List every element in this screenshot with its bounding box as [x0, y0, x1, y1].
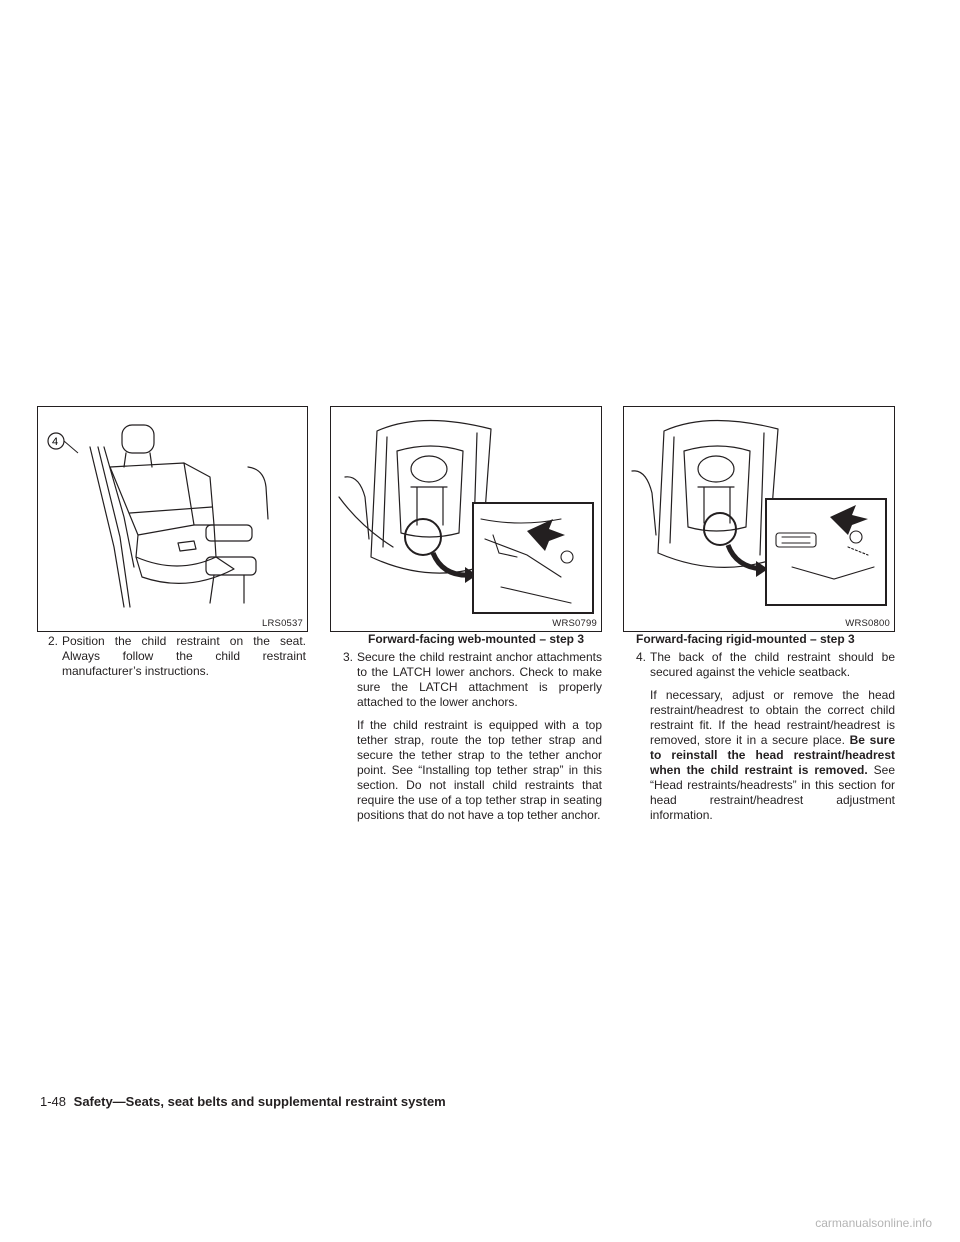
figure-code: WRS0799 [552, 618, 597, 629]
step-item [48, 634, 306, 679]
figure-caption: Forward-facing rigid-mounted – step 3 [636, 632, 855, 646]
watermark[interactable]: carmanualsonline.info [815, 1216, 932, 1230]
warning-text: Be sure to reinstall the head restraint/headrest when the child restraint is removed. [650, 733, 895, 777]
step-item [343, 650, 602, 823]
callout-number: 4 [52, 436, 59, 448]
figure-code: WRS0800 [845, 618, 890, 629]
step-number: 4. [636, 650, 647, 664]
step-text-part: If necessary, adjust or remove the head restraint/headrest to obtain the correct child restraint fit. If the head restraint/headrest is removed, store it in a secure place. [650, 688, 895, 747]
figure-web-mounted [330, 406, 602, 632]
step-text: The back of the child restraint should be secured against the vehicle seatback. [650, 650, 895, 679]
web-mounted-illustration [331, 407, 602, 632]
rigid-mounted-illustration [624, 407, 895, 632]
section-title: Safety—Seats, seat belts and supplemental restraint system [73, 1094, 446, 1109]
step-item [636, 650, 895, 823]
page-number: 1-48 [40, 1094, 67, 1109]
step-number: 2. [48, 634, 59, 648]
step-text: If the child restraint is equipped with a top tether strap, route the top tether strap and secure the tether strap to the tether anchor point. See “Installing top tether strap” in this section. Do not install child restraints that require the use of a top tether strap in seating positions that do not have a top tether anchor. [357, 718, 602, 822]
step-text: Secure the child restraint anchor attachments to the LATCH lower anchors. Check to make sure the LATCH attachment is properly attached to the lower anchors. [357, 650, 602, 709]
column-3 [636, 650, 895, 823]
step-text: Position the child restraint on the seat. Always follow the child restraint manufacturer’s instructions. [62, 634, 306, 678]
step-number: 3. [343, 650, 354, 664]
step-text-part: See “Head restraints/headrests” in this section for head restraint/headrest adjustment information. [650, 763, 895, 822]
figure-code: LRS0537 [261, 618, 303, 629]
column-1 [48, 634, 306, 679]
figure-caption: Forward-facing web-mounted – step 3 [368, 632, 585, 646]
page-footer [40, 1094, 446, 1109]
column-2 [343, 650, 602, 823]
figure-seat-position [37, 406, 308, 632]
figure-rigid-mounted [623, 406, 895, 632]
seat-illustration [38, 407, 308, 632]
step-text [650, 688, 895, 823]
